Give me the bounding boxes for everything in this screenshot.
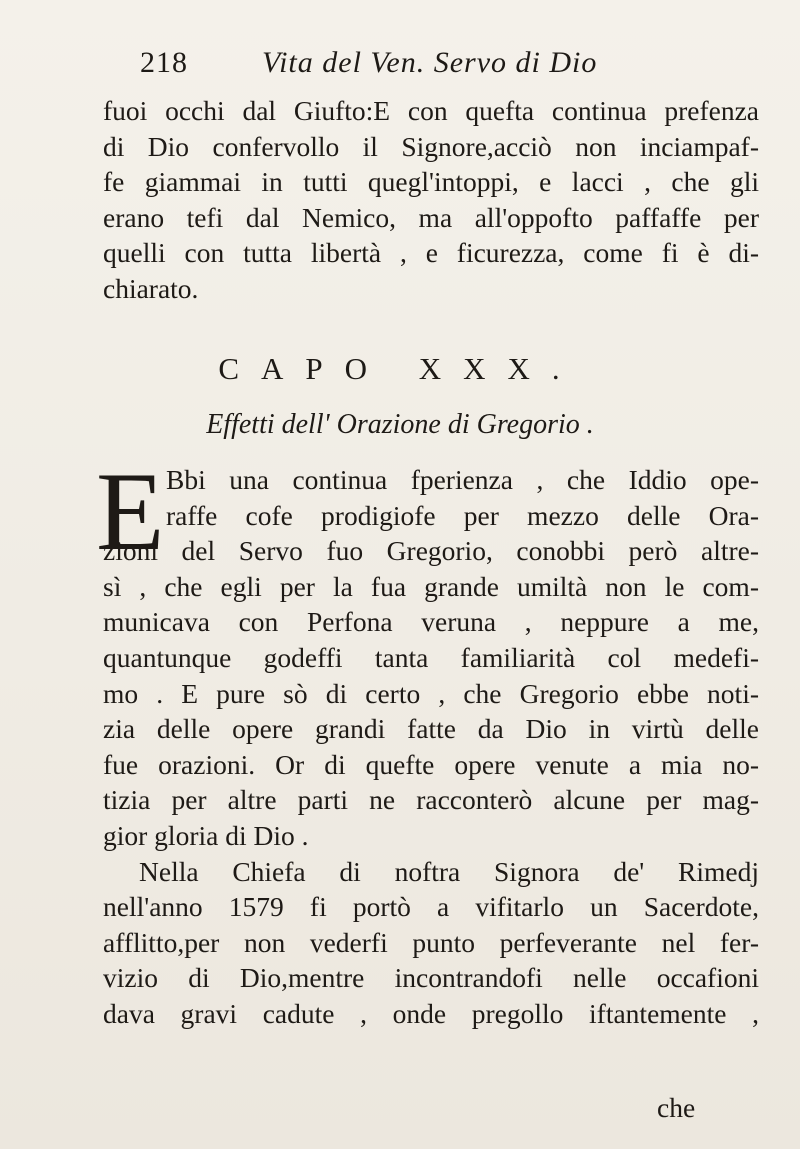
text-line: fuoi occhi dal Giufto:E con quefta continua prefenza	[103, 95, 759, 126]
text-line: fe giammai in tutti quegl'intoppi, e lacci , che gli	[103, 166, 759, 198]
text-line: fue orazioni. Or di quefte opere venute a mia no-	[103, 748, 759, 780]
chapter-heading: CAPO XXX.	[218, 351, 582, 386]
text-line: dava gravi cadute , onde pregollo iftantemente ,	[103, 997, 759, 1029]
chapter-body	[103, 462, 759, 1032]
text-line: tizia per altre parti ne racconterò alcune per mag-	[103, 784, 759, 816]
text-line: raffe cofe prodigiofe per mezzo delle Ora-	[166, 499, 759, 531]
text-line: nell'anno 1579 fi portò a vifitarlo un Sacerdote,	[103, 891, 759, 923]
text-line: zioni del Servo fuo Gregorio, conobbi però altre-	[103, 535, 759, 567]
catchword: che	[657, 1092, 696, 1123]
chapter-subtitle: Effetti dell' Orazione di Gregorio .	[206, 409, 594, 440]
running-head	[140, 46, 680, 90]
text-line: di Dio confervollo il Signore,acciò non inciampaf-	[103, 130, 759, 162]
text-line: afflitto,per non vederfi punto perfeverante nel fer-	[103, 926, 759, 958]
text-line: sì , che egli per la fua grande umiltà non le com-	[103, 570, 759, 602]
text-line: chiarato.	[103, 272, 199, 304]
text-line: Nella Chiefa di noftra Signora de' Rimedj	[139, 855, 759, 887]
text-line: gior gloria di Dio .	[103, 819, 309, 851]
text-line: quantunque godeffi tanta familiarità col medefi-	[103, 641, 759, 673]
text-line: erano tefi dal Nemico, ma all'oppofto paffaffe per	[103, 201, 759, 233]
text-line: Bbi una continua fperienza , che Iddio ope-	[166, 464, 759, 495]
text-line: municava con Perfona veruna , neppure a me,	[103, 606, 759, 638]
drop-cap: E	[96, 450, 165, 574]
text-line: vizio di Dio,mentre incontrandofi nelle occafioni	[103, 962, 759, 994]
page-number: 218	[140, 46, 188, 79]
running-title: Vita del Ven. Servo di Dio	[262, 46, 598, 79]
text-line: quelli con tutta libertà , e ficurezza, come fi è di-	[103, 237, 759, 269]
opening-paragraph	[103, 93, 759, 307]
text-line: zia delle opere grandi fatte da Dio in virtù delle	[103, 713, 759, 745]
text-line: mo . E pure sò di certo , che Gregorio ebbe noti-	[103, 677, 759, 709]
